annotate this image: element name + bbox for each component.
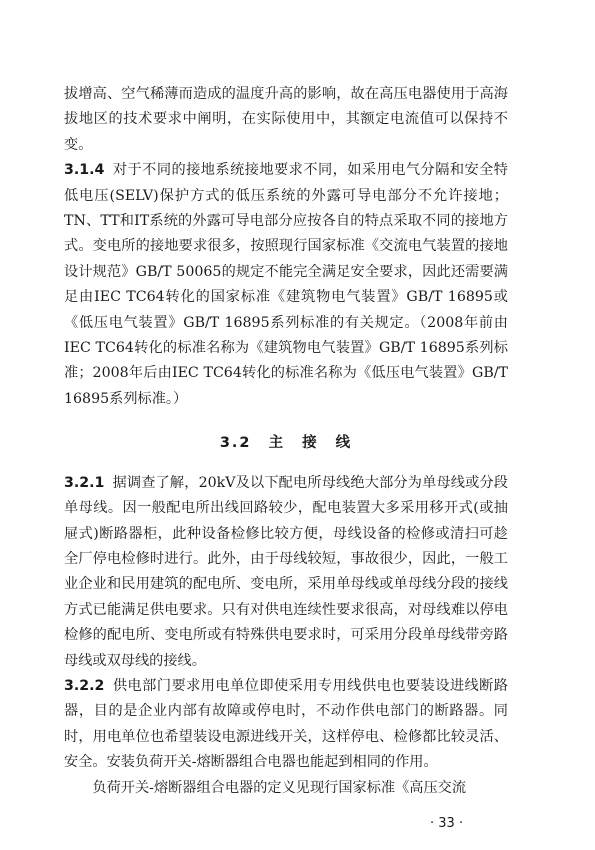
clause-text: 据调查了解，20kV及以下配电所母线绝大部分为单母线或分段单母线。因一般配电所出线回路较少，配电装置大多采用移开式(或抽屉式)断路器柜，此种设备检修比较方便，母线设备的检修或清扫可趁全厂停电检修时进行。此外，由于母线较短，事故很少，因此，一般工业企业和民用建筑的配电所、变电所，采用单母线或单母线分段的接线方式已能满足供电要求。只有对供电连续性要求很高，对母线难以停电检修的配电所、变电所或有特殊供电要求时，可采用分段单母线带旁路母线或双母线的接线。 <box>64 474 508 669</box>
paragraph-continuation: 负荷开关-熔断器组合电器的定义见现行国家标准《高压交流 <box>92 779 467 796</box>
clause-number: 3.2.1 <box>64 474 105 491</box>
clause-number: 3.2.2 <box>64 677 105 694</box>
clause-number: 3.1.4 <box>64 162 105 179</box>
paragraph-3-2-1 <box>64 471 508 674</box>
page-number: · 33 · <box>430 816 464 831</box>
paragraph-intro: 拔增高、空气稀薄而造成的温度升高的影响，故在高压电器使用于高海拔地区的技术要求中阐明，在实际使用中，其额定电流值可以保持不变。 <box>64 86 508 153</box>
paragraph-3-2-2 <box>64 674 508 776</box>
document-body <box>64 82 508 801</box>
clause-text: 对于不同的接地系统接地要求不同，如采用电气分隔和安全特低电压(SELV)保护方式的低压系统的外露可导电部分不允许接地；TN、TT和IT系统的外露可导电部分应按各自的特点采取不同的接地方式。变电所的接地要求很多，按照现行国家标准《交流电气装置的接地设计规范》GB/T 50065的规定不能完全满足安全要求，因此还需要满足由IEC TC64转化的国家标准《建筑物电气装置》GB/T 16895或《低压电气装置》GB/T 16895系列标准的有关规定。（2008年前由IEC TC64转化的标准名称为《建筑物电气装置》GB/T 16895系列标准；2008年后由IEC TC64转化的标准名称为《低压电气装置》GB/T 16895系列标准。） <box>64 162 508 407</box>
paragraph-3-1-4 <box>64 158 508 412</box>
clause-text: 供电部门要求用电单位即使采用专用线供电也要装设进线断路器，目的是企业内部有故障或停电时，不动作供电部门的断路器。同时，用电单位也希望装设电源进线开关，这样停电、检修都比较灵活、安全。安装负荷开关-熔断器组合电器也能起到相同的作用。 <box>64 677 508 771</box>
section-heading: 3.2 主 接 线 <box>219 435 353 452</box>
